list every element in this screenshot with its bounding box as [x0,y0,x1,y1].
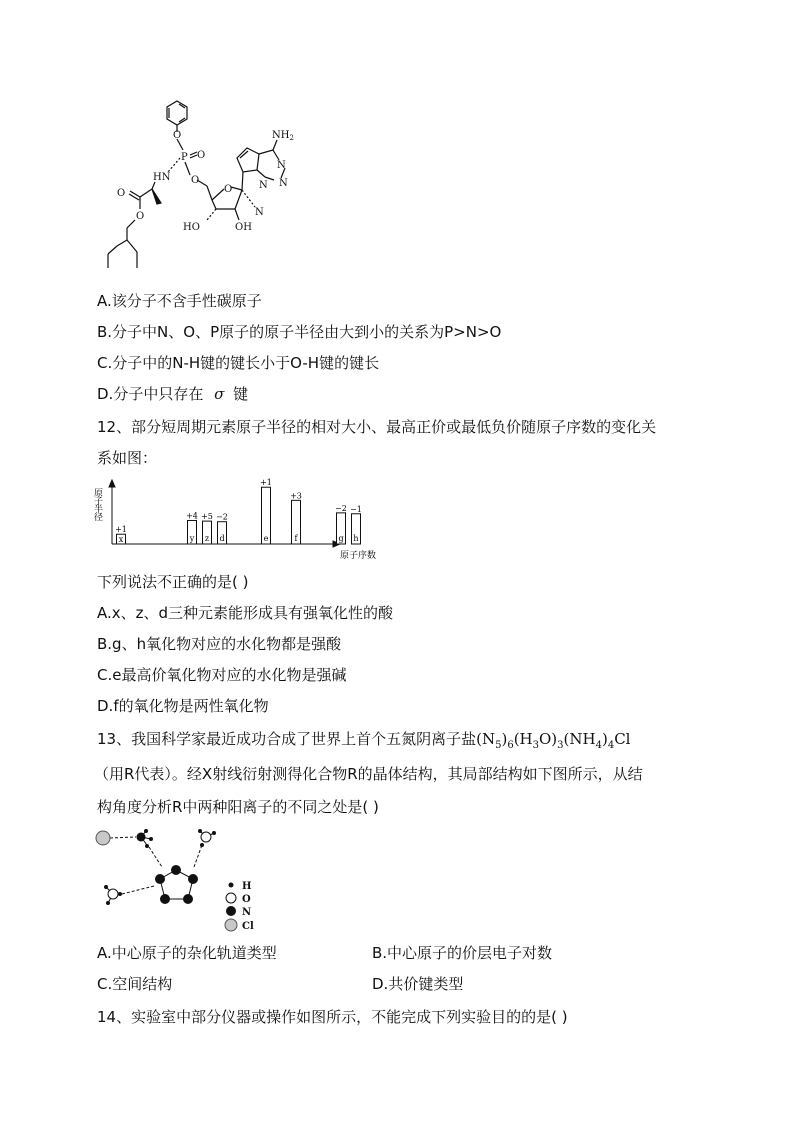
q12-question: 下列说法不正确的是( ) [97,573,249,591]
q12-option-c: C.e最高价氧化物对应的水化物是强碱 [97,666,347,684]
molecule-label-o: O [173,130,182,141]
sigma-symbol: σ [214,385,225,403]
q13-option-a: A.中心原子的杂化轨道类型 [97,944,277,962]
molecule-label-ring-o: O [224,184,233,195]
bar-label-x: x [118,535,124,545]
legend-h: H [242,881,252,892]
q12-option-d: D.f的氧化物是两性氧化物 [97,697,269,715]
bar-label-f: f [294,534,298,543]
q12-option-b: B.g、h氧化物对应的水化物都是强酸 [97,635,342,653]
molecule-label-oh: OH [235,222,252,233]
chart-bars [115,478,362,544]
valence-label-z: +5 [201,512,213,522]
q13-option-c: C.空间结构 [97,975,173,993]
q11-option-d-text: D.分子中只存在 [97,385,204,403]
valence-label-d: −2 [216,512,228,522]
valence-label-x: +1 [115,525,127,535]
molecule-label-hn: HN [153,172,171,183]
cl-atom [96,831,110,845]
crystal-structure [94,825,274,935]
molecule-label-o-ch2: O [191,175,200,186]
legend-o: O [242,894,251,905]
molecule-label-p-double-o: O [197,150,206,161]
q13-stem-line1 [97,729,630,756]
molecule-structure [97,92,317,274]
valence-label-g: −2 [335,503,347,513]
y-axis-label: 原子半径 [92,488,102,520]
molecule-label-n1: N [277,160,286,171]
bar-label-e: e [263,534,269,543]
q11-option-d [97,384,248,404]
legend-n: N [242,907,252,918]
legend-cl: Cl [242,921,254,932]
q13-stem-start: 13、我国科学家最近成功合成了世界上首个五氮阴离子盐 [97,730,477,748]
valence-label-f: +3 [290,491,302,501]
x-axis-label: 原子序数 [340,551,377,561]
q14-stem: 14、实验室中部分仪器或操作如图所示，不能完成下列实验目的的是( ) [97,1008,568,1026]
q11-option-c: C.分子中的N-H键的键长小于O-H键的键长 [97,354,380,372]
molecule-label-cn: N [255,207,264,218]
bar-label-d: d [219,534,225,543]
valence-label-y: +4 [186,511,198,521]
bar-label-z: z [204,534,210,543]
bar-label-h: h [353,534,359,543]
bar-label-y: y [189,534,195,543]
salt-formula: $(N_5)_6(H_3O)_3(NH_4)_4Cl$ [476,730,631,751]
q13-option-b: B.中心原子的价层电子对数 [372,944,553,962]
molecule-label-ester-o: O [136,211,145,222]
bar-label-g: g [338,534,344,543]
molecule-label-n3: N [259,180,268,191]
q11-option-a: A.该分子不含手性碳原子 [97,292,262,310]
molecule-label-carbonyl-o: O [117,188,126,199]
q11-option-d-tail: 键 [233,385,249,403]
q12-stem-line1: 12、部分短周期元素原子半径的相对大小、最高正价或最低负价随原子序数的变化关 [97,418,657,436]
radius-chart [94,476,394,564]
q13-option-d: D.共价键类型 [372,975,464,993]
q12-stem-line2: 系如图： [97,449,158,467]
molecule-label-n2: N [279,178,288,189]
q12-option-a: A.x、z、d三种元素能形成具有强氧化性的酸 [97,604,394,622]
q11-option-b: B.分子中N、O、P原子的原子半径由大到小的关系为P>N>O [97,323,502,341]
valence-label-e: +1 [260,478,272,488]
q13-stem-line2: （用R代表）。经X射线衍射测得化合物R的晶体结构，其局部结构如下图所示，从结 [94,765,643,783]
q13-stem-line3: 构角度分析R中两种阳离子的不同之处是( ) [97,798,379,816]
valence-label-h: −1 [350,504,362,514]
molecule-label-p: P [181,152,188,163]
molecule-label-ho: HO [183,222,200,233]
y-axis-arrow [109,480,115,487]
molecule-label-nh2: $NH_2$ [272,130,294,142]
